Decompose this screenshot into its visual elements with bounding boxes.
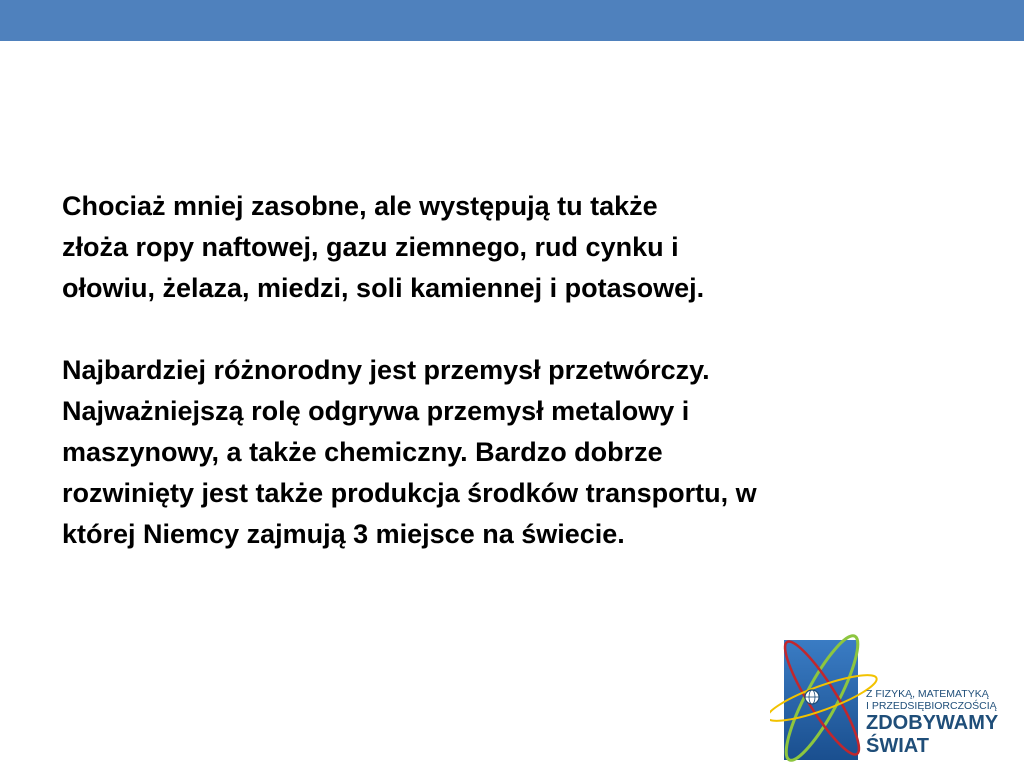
paragraph-resources [62,186,962,309]
text-line: Najbardziej różnorodny jest przemysł przetwórczy. [62,355,710,385]
logo-title-line: ZDOBYWAMY [866,712,999,734]
text-line: rozwinięty jest także produkcja środków transportu, w [62,478,757,508]
slide-body [62,186,962,555]
logo-title [866,712,998,758]
project-logo [770,622,1024,768]
logo-tagline-line: I PRZEDSIĘBIORCZOŚCIĄ [866,700,997,712]
logo-title-line: ŚWIAT [866,735,929,757]
top-bar [0,0,1024,41]
paragraph-industry [62,350,962,555]
text-line: Najważniejszą rolę odgrywa przemysł metalowy i [62,396,690,426]
text-line: maszynowy, a także chemiczny. Bardzo dobrze [62,437,663,467]
text-line: której Niemcy zajmują 3 miejsce na świecie. [62,519,625,549]
text-line: złoża ropy naftowej, gazu ziemnego, rud cynku i [62,232,679,262]
paragraph-spacer [62,309,962,350]
text-line: Chociaż mniej zasobne, ale występują tu także [62,191,658,221]
text-line: ołowiu, żelaza, miedzi, soli kamiennej i potasowej. [62,273,705,303]
logo-tagline [866,688,997,712]
logo-tagline-line: Z FIZYKĄ, MATEMATYKĄ [866,688,989,700]
